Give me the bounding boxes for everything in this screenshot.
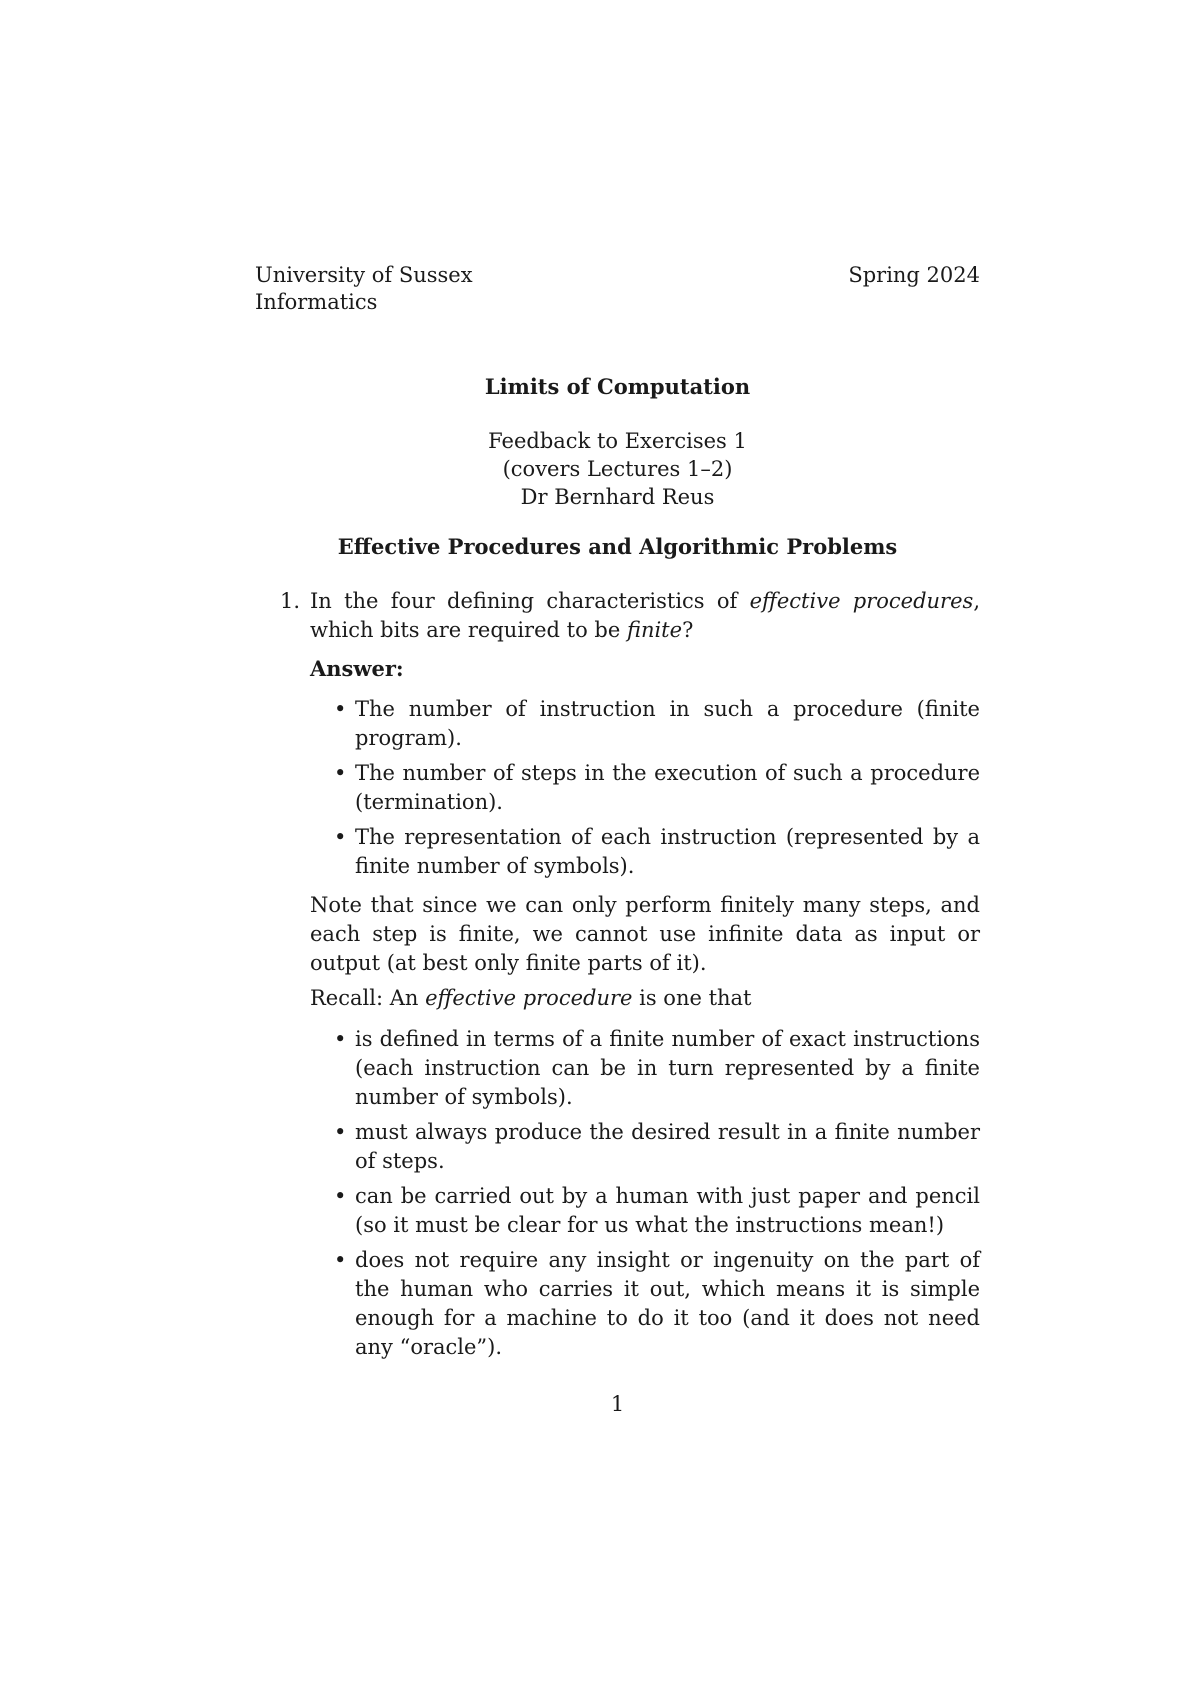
list-item	[310, 1246, 980, 1362]
recall-list	[310, 1025, 980, 1362]
page-number: 1	[610, 1392, 625, 1416]
bullet-icon: •	[334, 1184, 347, 1208]
document-title: Limits of Computation	[484, 374, 751, 399]
bullet-icon: •	[334, 1120, 347, 1144]
bullet-icon: •	[334, 761, 347, 785]
author: Dr Bernhard Reus	[520, 485, 715, 509]
note-paragraph: Note that since we can only perform finitely many steps, and each step is finite, we cannot use infinite data as input or output (at best only finite parts of it).	[310, 893, 980, 975]
bullet-icon: •	[334, 1248, 347, 1272]
list-item-text: The number of instruction in such a procedure (finite program).	[355, 697, 980, 750]
list-item-text: The number of steps in the execution of such a procedure (termination).	[355, 761, 980, 814]
section-title: Effective Procedures and Algorithmic Problems	[337, 534, 898, 559]
institution: University of Sussex	[255, 263, 473, 287]
emphasis: effective procedures	[749, 589, 974, 613]
bullet-icon: •	[334, 1027, 347, 1051]
list-item-text: can be carried out by a human with just paper and pencil (so it must be clear for us what the instructions mean!)	[355, 1184, 980, 1237]
bullet-icon: •	[334, 697, 347, 721]
text-run: Recall: An	[310, 986, 426, 1010]
list-item	[310, 759, 980, 817]
list-item	[310, 1025, 980, 1112]
list-item	[310, 823, 980, 881]
term: Spring 2024	[848, 263, 980, 287]
list-item	[310, 1182, 980, 1240]
subtitle-line: Feedback to Exercises 1	[488, 429, 747, 453]
list-item	[310, 695, 980, 753]
question-body	[310, 587, 980, 1362]
subtitle-block	[255, 427, 980, 511]
recall-paragraph	[310, 984, 980, 1013]
list-item-text: does not require any insight or ingenuity on the part of the human who carries it out, which means it is simple enough for a machine to do it too (and it does not need any “oracle”).	[355, 1248, 980, 1359]
text-run: In the four defining characteristics of	[310, 589, 750, 613]
text-run: ?	[682, 618, 694, 642]
list-item-text: must always produce the desired result in a finite number of steps.	[355, 1120, 980, 1173]
subtitle-line: (covers Lectures 1–2)	[502, 457, 733, 481]
list-item-text: The representation of each instruction (represented by a finite number of symbols).	[355, 825, 980, 878]
answer-list	[310, 695, 980, 881]
list-item	[310, 1118, 980, 1176]
list-item-text: is defined in terms of a finite number of exact instructions (each instruction can be in turn represented by a finite number of symbols).	[355, 1027, 980, 1109]
emphasis: effective procedure	[425, 986, 633, 1010]
question-text	[310, 587, 980, 645]
emphasis: finite	[626, 618, 683, 642]
department: Informatics	[255, 290, 378, 314]
question-1	[280, 587, 980, 1368]
header-left	[255, 262, 473, 316]
text-run: , which bits are required to be	[310, 589, 980, 642]
text-run: is one that	[632, 986, 752, 1010]
answer-label: Answer:	[310, 656, 404, 681]
question-number: 1.	[280, 589, 301, 613]
bullet-icon: •	[334, 825, 347, 849]
